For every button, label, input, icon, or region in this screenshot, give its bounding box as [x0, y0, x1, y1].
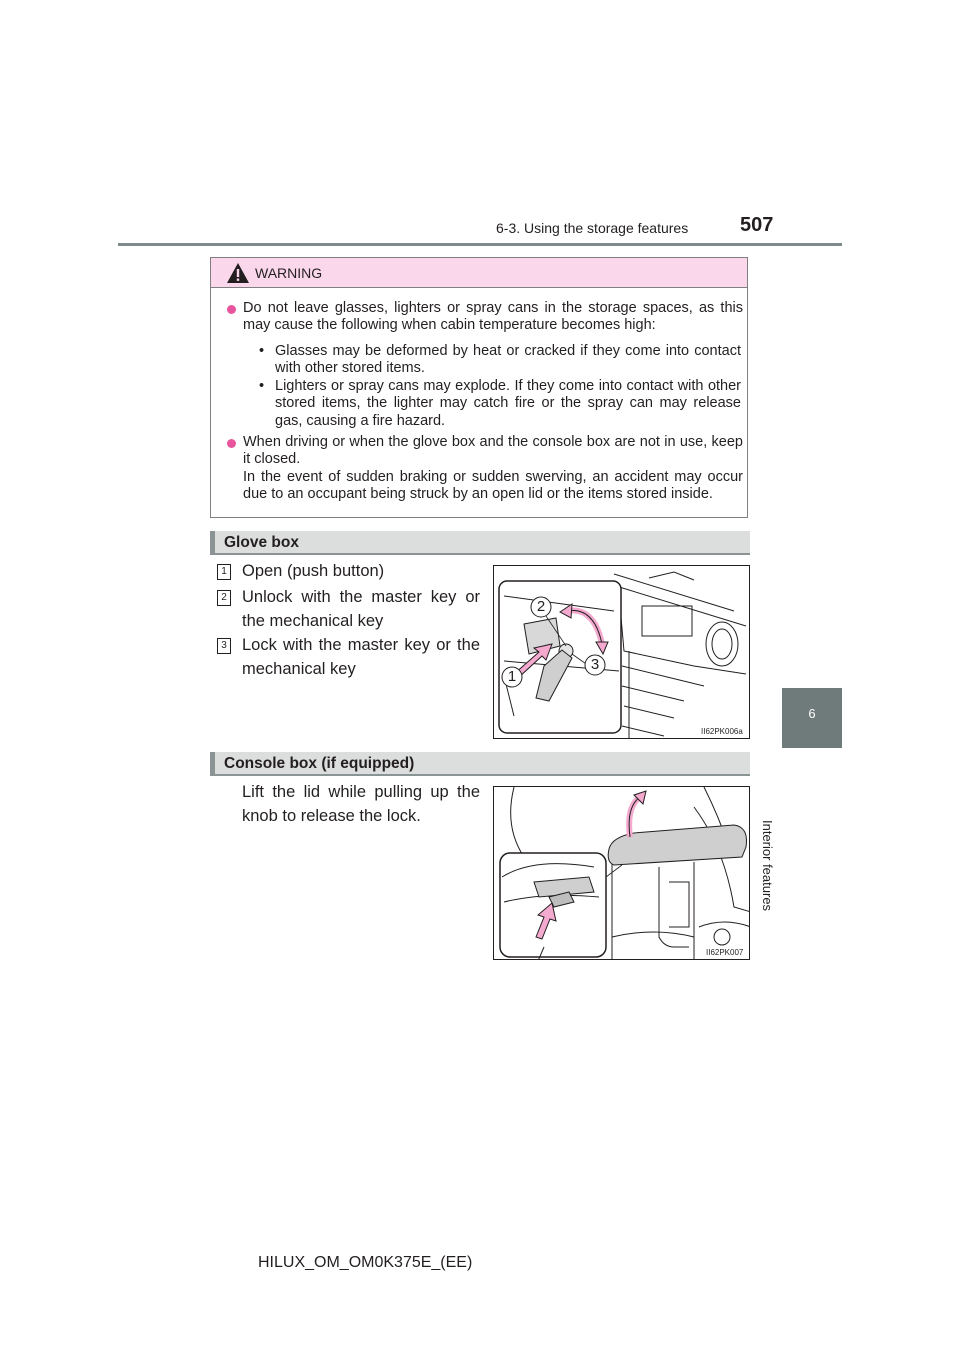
page-number: 507 — [740, 214, 774, 236]
bullet-dot — [227, 439, 236, 448]
chapter-tab-number: 6 — [808, 706, 816, 721]
callout-1: 1 — [507, 668, 517, 685]
header-rule — [118, 243, 842, 246]
figure-code: II62PK007 — [706, 948, 744, 957]
document-id: HILUX_OM_OM0K375E_(EE) — [258, 1254, 473, 1271]
sub-bullet-marker: • — [259, 343, 265, 359]
figure-code: II62PK006a — [701, 727, 743, 736]
glove-box-illustration — [493, 565, 750, 739]
bullet-dot — [227, 305, 236, 314]
glove-box-drawing — [494, 566, 750, 739]
sub-bullet-marker: • — [259, 378, 265, 394]
console-box-drawing — [494, 787, 750, 960]
step-number: 3 — [217, 638, 231, 654]
glove-box-heading-text: Glove box — [224, 534, 299, 551]
glove-step-1: Open (push button) — [242, 562, 385, 580]
step-number: 2 — [217, 590, 231, 606]
warning-triangle-icon — [226, 262, 250, 284]
console-box-heading — [210, 752, 750, 776]
step-number: 1 — [217, 564, 231, 580]
console-box-illustration — [493, 786, 750, 960]
glove-step-3: Lock with the master key or the mechanical key — [242, 636, 480, 678]
console-box-instruction: Lift the lid while pulling up the knob to release the lock. — [242, 783, 480, 825]
warning-box — [210, 257, 748, 518]
callout-2: 2 — [536, 598, 546, 615]
warning-bullet-2-detail: In the event of sudden braking or sudden swerving, an accident may occur due to an occupant being struck by an open lid or the items stored inside. — [243, 469, 743, 503]
warning-sub-bullet-1: Glasses may be deformed by heat or cracked if they come into contact with other stored items. — [275, 343, 741, 377]
warning-sub-bullet-2: Lighters or spray cans may explode. If they come into contact with other stored items, the lighter may catch fire or the spray can may release gas, causing a fire hazard. — [275, 378, 741, 429]
warning-header — [211, 258, 747, 288]
callout-3: 3 — [590, 656, 600, 673]
glove-step-2: Unlock with the master key or the mechanical key — [242, 588, 480, 630]
glove-box-heading — [210, 531, 750, 555]
warning-bullet-2: When driving or when the glove box and the console box are not in use, keep it closed. — [243, 434, 743, 468]
section-title: 6-3. Using the storage features — [496, 220, 689, 236]
warning-title: WARNING — [255, 265, 323, 281]
console-box-heading-text: Console box (if equipped) — [224, 755, 415, 772]
chapter-tab-label: Interior features — [760, 820, 775, 912]
warning-bullet-1: Do not leave glasses, lighters or spray cans in the storage spaces, as this may cause the following when cabin temperature becomes high: — [243, 300, 743, 334]
